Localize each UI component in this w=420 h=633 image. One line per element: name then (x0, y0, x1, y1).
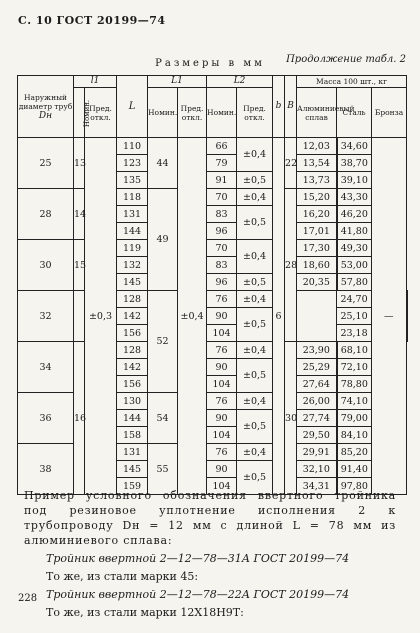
header-diameter: Наружный диаметр труб Dн (18, 76, 74, 138)
header-aluminum: Алюминиевый сплав (297, 88, 337, 138)
page-header: С. 10 ГОСТ 20199—74 (18, 14, 166, 27)
cell-L2: 90 (207, 410, 237, 427)
cell-mass-steel: 38,70 (337, 155, 372, 172)
example-designation-2: Тройник ввертной 2—12—78—22А ГОСТ 20199—74 (46, 588, 350, 601)
cell-L2-tolerance: ±0,5 (237, 359, 273, 393)
cell-mass-aluminum: 27,64 (297, 376, 337, 393)
cell-mass-aluminum: 23,90 (297, 342, 337, 359)
cell-mass-steel: 78,80 (337, 376, 372, 393)
header-l1: l1 (74, 76, 117, 88)
cell-L2-tolerance: ±0,5 (237, 274, 273, 291)
cell-mass-aluminum: 13,54 (297, 155, 337, 172)
cell-L2: 91 (207, 172, 237, 189)
cell-L2-tolerance: ±0,5 (237, 461, 273, 495)
header-L1: L1 (148, 76, 207, 88)
cell-L2-tolerance: ±0,4 (237, 444, 273, 461)
cell-mass-steel: 46,20 (337, 206, 372, 223)
cell-L: 131 (117, 206, 148, 223)
cell-L2: 96 (207, 223, 237, 240)
table-row (18, 240, 407, 257)
example-same-2: То же, из стали марки 12Х18Н9Т: (46, 606, 244, 619)
cell-diameter: 25 (18, 138, 74, 189)
cell-l1: 15 (74, 240, 85, 291)
table-row (18, 138, 407, 155)
cell-L2-tolerance: ±0,5 (237, 410, 273, 444)
example-same-1: То же, из стали марки 45: (46, 570, 199, 583)
cell-L: 145 (117, 274, 148, 291)
header-L: L (117, 76, 148, 138)
cell-diameter: 30 (18, 240, 74, 291)
cell-l1: 13 (74, 138, 85, 189)
table-continuation-label: Продолжение табл. 2 (286, 54, 406, 65)
cell-L1: 52 (148, 291, 178, 393)
header-L1-deviation: Пред. откл. (178, 88, 207, 138)
cell-mass-aluminum: 20,35 (297, 274, 337, 291)
cell-L: 128 (117, 342, 148, 359)
cell-mass-aluminum: 25,10 (337, 308, 372, 325)
table-row (18, 291, 407, 308)
cell-L2: 76 (207, 342, 237, 359)
cell-mass-aluminum: 26,00 (297, 393, 337, 410)
cell-L2: 90 (207, 308, 237, 325)
cell-mass-aluminum: 18,60 (297, 257, 337, 274)
cell-mass-aluminum: 29,50 (297, 427, 337, 444)
cell-L: 156 (117, 325, 148, 342)
cell-mass-steel: 74,10 (337, 393, 372, 410)
cell-L: 123 (117, 155, 148, 172)
cell-L: 158 (117, 427, 148, 444)
cell-B: 28 (285, 189, 297, 342)
cell-mass-steel: 97,80 (337, 478, 372, 495)
cell-L: 130 (117, 393, 148, 410)
cell-diameter: 32 (18, 291, 74, 342)
cell-mass-aluminum: 12,03 (297, 138, 337, 155)
cell-L: 142 (117, 359, 148, 376)
table-row (18, 342, 407, 359)
cell-L2-tolerance: ±0,4 (237, 138, 273, 172)
cell-L2: 104 (207, 376, 237, 393)
cell-L: 128 (117, 291, 148, 308)
cell-L: 118 (117, 189, 148, 206)
header-b: b (273, 76, 285, 138)
header-L2-deviation: Пред. откл. (237, 88, 273, 138)
cell-mass-aluminum: 29,91 (297, 444, 337, 461)
cell-diameter: 36 (18, 393, 74, 444)
designation-example (0, 488, 420, 620)
header-L1-nominal: Номин. (148, 88, 178, 138)
cell-mass-steel: 39,10 (337, 172, 372, 189)
cell-L: 110 (117, 138, 148, 155)
header-steel: Сталь (337, 88, 372, 138)
cell-mass-bronze: — (372, 138, 407, 495)
cell-mass-aluminum: 27,74 (297, 410, 337, 427)
cell-mass-steel: 84,10 (337, 427, 372, 444)
cell-L2: 104 (207, 478, 237, 495)
dimensions-table (17, 75, 407, 495)
cell-L1: 55 (148, 444, 178, 495)
cell-mass-aluminum: 25,29 (297, 359, 337, 376)
dimensions-caption: Размеры в мм (155, 58, 265, 69)
cell-L: 135 (117, 172, 148, 189)
cell-mass-aluminum: 15,20 (297, 189, 337, 206)
header-l1-deviation: Пред. откл. (85, 88, 117, 138)
cell-diameter: 38 (18, 444, 74, 495)
cell-mass-steel: 85,20 (337, 444, 372, 461)
cell-mass-aluminum: 17,30 (297, 240, 337, 257)
cell-mass-steel: 91,40 (337, 461, 372, 478)
cell-L2: 70 (207, 189, 237, 206)
cell-mass-steel: 43,30 (337, 189, 372, 206)
header-bronze: Бронза (372, 88, 407, 138)
cell-l1: 14 (74, 189, 85, 240)
cell-mass-aluminum: 34,31 (297, 478, 337, 495)
cell-l1: 16 (74, 342, 85, 495)
cell-mass-aluminum: 13,73 (297, 172, 337, 189)
cell-L2-tolerance: ±0,4 (237, 240, 273, 274)
cell-L: 145 (117, 461, 148, 478)
cell-L2-tolerance: ±0,5 (237, 172, 273, 189)
cell-mass-steel: 72,10 (337, 359, 372, 376)
cell-L2: 104 (207, 325, 237, 342)
cell-L1: 49 (148, 189, 178, 291)
cell-mass-aluminum: 17,01 (297, 223, 337, 240)
header-mass: Масса 100 шт., кг (297, 76, 407, 88)
example-designation-1: Тройник ввертной 2—12—78—31А ГОСТ 20199—74 (46, 552, 350, 565)
cell-L: 131 (117, 444, 148, 461)
cell-L: 119 (117, 240, 148, 257)
cell-diameter: 28 (18, 189, 74, 240)
cell-mass-steel: 41,80 (337, 223, 372, 240)
cell-L2: 76 (207, 393, 237, 410)
cell-b: 6 (273, 138, 285, 495)
cell-L: 144 (117, 410, 148, 427)
cell-mass-steel: 79,00 (337, 410, 372, 427)
cell-L2-tolerance: ±0,4 (237, 189, 273, 206)
cell-mass-aluminum: 24,70 (337, 291, 372, 308)
cell-L2: 66 (207, 138, 237, 155)
cell-mass-steel: 57,80 (337, 274, 372, 291)
header-B: B (285, 76, 297, 138)
cell-L: 142 (117, 308, 148, 325)
cell-L2: 104 (207, 427, 237, 444)
cell-mass-steel: 68,10 (337, 342, 372, 359)
cell-L2: 83 (207, 257, 237, 274)
cell-L: 144 (117, 223, 148, 240)
cell-mass-aluminum: 16,20 (297, 206, 337, 223)
cell-mass-steel: 34,60 (337, 138, 372, 155)
cell-B (297, 291, 337, 342)
cell-B: 30 (285, 342, 297, 495)
cell-L2-tolerance: ±0,5 (237, 308, 273, 342)
cell-B: 22 (285, 138, 297, 189)
header-L2: L2 (207, 76, 273, 88)
cell-L2-tolerance: ±0,4 (237, 291, 273, 308)
cell-l1-tolerance: ±0,3 (85, 138, 117, 495)
cell-mass-aluminum: 32,10 (297, 461, 337, 478)
example-intro: Пример условного обозначения ввертного тройника под резиновое уплотнение исполнения 2 к трубопроводу Dн = 12 мм с длиной L = 78 мм из алюминиевого сплава: (24, 489, 396, 547)
cell-L2: 83 (207, 206, 237, 223)
cell-L2: 90 (207, 359, 237, 376)
cell-L2: 90 (207, 461, 237, 478)
header-l1-nominal: Номин. (74, 88, 85, 138)
table-row (18, 189, 407, 206)
page-number: 228 (18, 593, 38, 604)
cell-mass-aluminum: 23,18 (337, 325, 372, 342)
cell-L1-tolerance: ±0,4 (178, 138, 207, 495)
cell-L2: 76 (207, 291, 237, 308)
cell-mass-steel: 49,30 (337, 240, 372, 257)
cell-L2: 76 (207, 444, 237, 461)
cell-L2: 96 (207, 274, 237, 291)
cell-L: 159 (117, 478, 148, 495)
cell-diameter: 34 (18, 342, 74, 393)
cell-L2-tolerance: ±0,4 (237, 342, 273, 359)
cell-mass-steel: 53,00 (337, 257, 372, 274)
cell-L1: 44 (148, 138, 178, 189)
cell-L2-tolerance: ±0,5 (237, 206, 273, 240)
cell-L: 156 (117, 376, 148, 393)
cell-L: 132 (117, 257, 148, 274)
cell-L2: 70 (207, 240, 237, 257)
cell-L2-tolerance: ±0,4 (237, 393, 273, 410)
header-L2-nominal: Номин. (207, 88, 237, 138)
cell-L2: 79 (207, 155, 237, 172)
cell-L1: 54 (148, 393, 178, 444)
cell-l1 (74, 291, 85, 342)
